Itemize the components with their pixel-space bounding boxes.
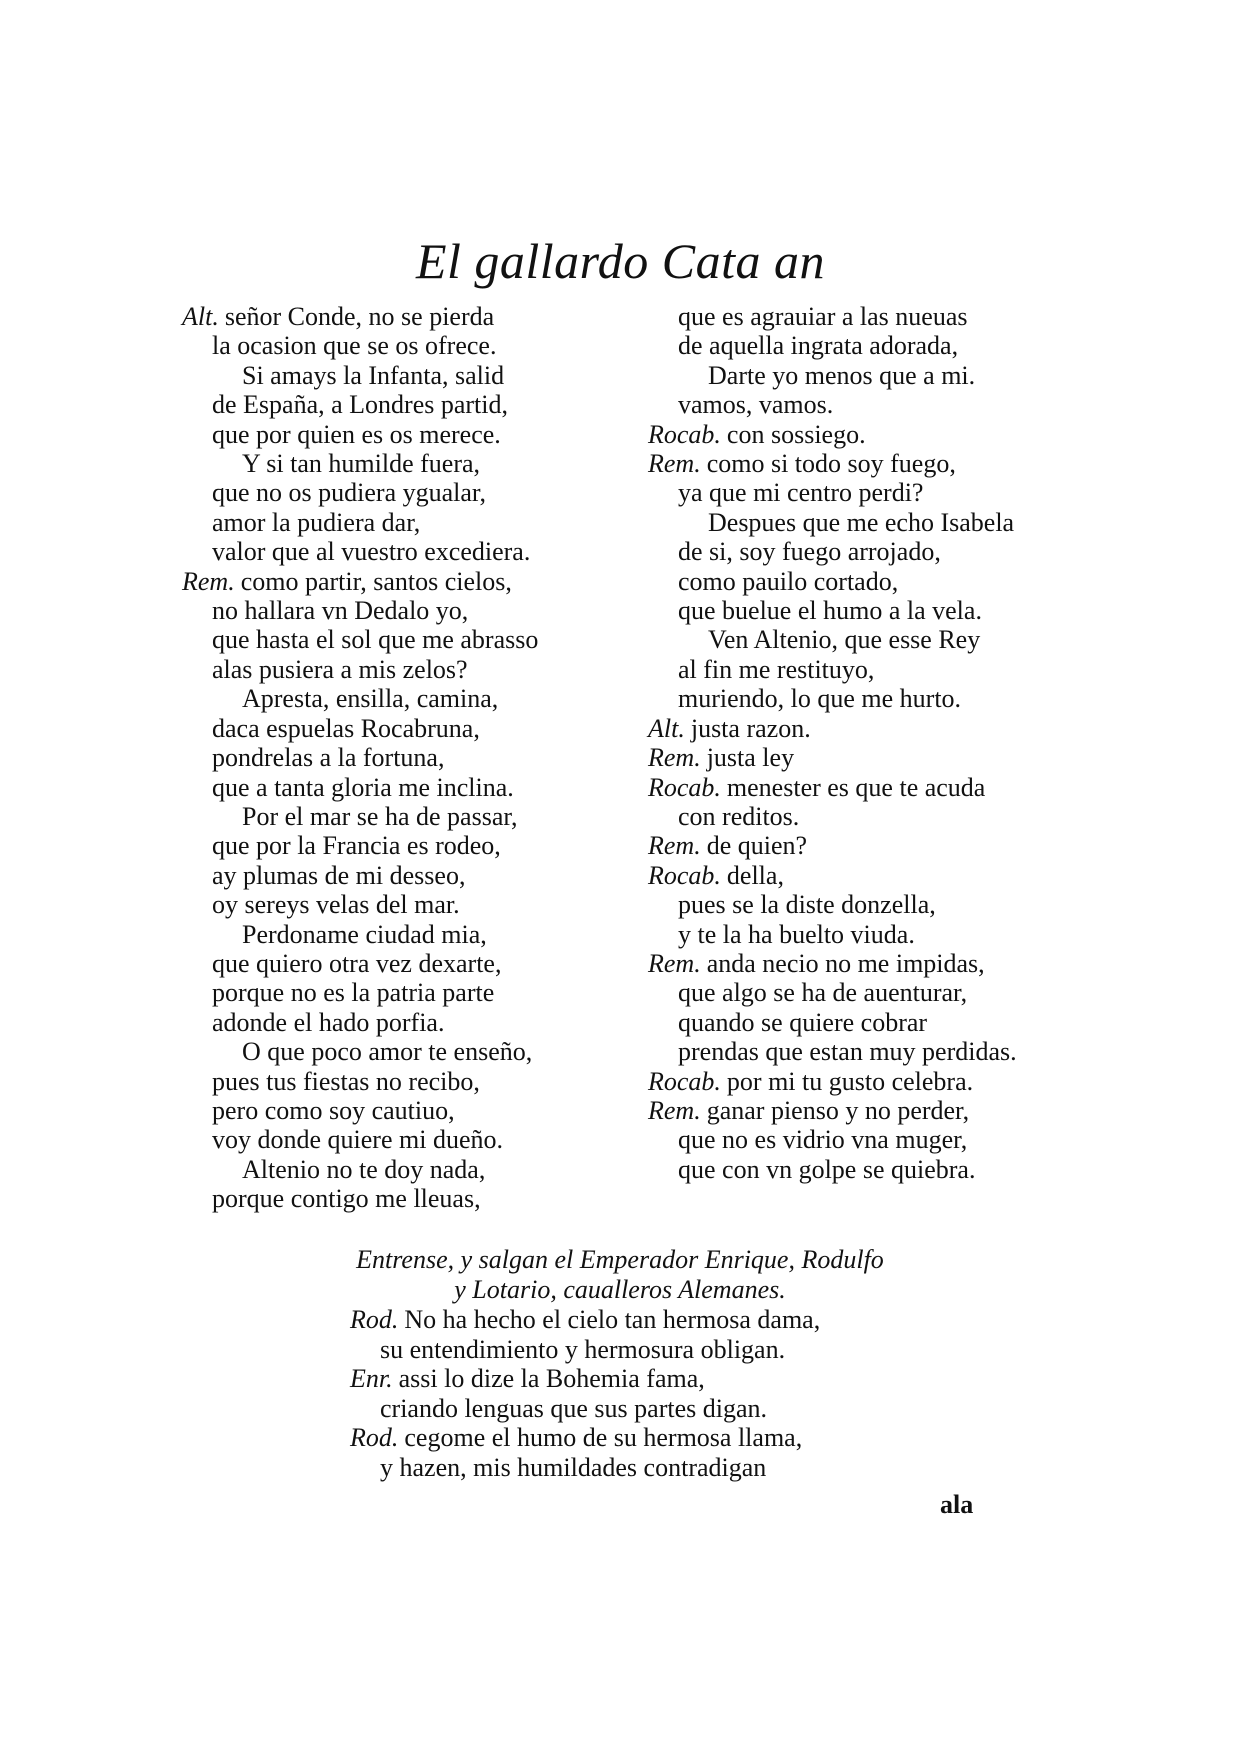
verse-line (182, 831, 602, 860)
verse-line (648, 302, 1078, 331)
verse-line (648, 1155, 1078, 1184)
verse-line (182, 1125, 602, 1154)
speaker-label: Rem. (182, 566, 235, 596)
verse-text: Perdoname ciudad mia, (242, 919, 487, 949)
verse-text: pondrelas a la fortuna, (212, 743, 445, 773)
catchword: ala (940, 1490, 974, 1519)
verse-text: como partir, santos cielos, (240, 566, 512, 596)
verse-line (350, 1364, 970, 1394)
verse-line (182, 1155, 602, 1184)
verse-text: que no os pudiera ygualar, (212, 478, 487, 508)
verse-text: señor Conde, no se pierda (224, 302, 495, 331)
verse-text: y hazen, mis humildades contradigan (380, 1452, 767, 1482)
speaker-label: Alt. (182, 302, 219, 331)
verse-line (648, 1008, 1078, 1037)
verse-line (182, 1096, 602, 1125)
verse-text: de si, soy fuego arrojado, (678, 537, 941, 567)
verse-line (182, 684, 602, 713)
verse-text: No ha hecho el cielo tan hermosa dama, (404, 1305, 821, 1334)
verse-text: al fin me restituyo, (678, 654, 875, 684)
verse-text: que con vn golpe se quiebra. (678, 1154, 976, 1184)
verse-text: Y si tan humilde fuera, (242, 449, 481, 479)
verse-text: y te la ha buelto viuda. (678, 919, 915, 949)
speaker-label: Rocab. (648, 860, 721, 890)
stage-direction-line: y Lotario, caualleros Alemanes. (454, 1275, 786, 1304)
verse-line (648, 978, 1078, 1007)
verse-text: como pauilo cortado, (678, 566, 899, 596)
verse-line (182, 420, 602, 449)
verse-line (182, 978, 602, 1007)
verse-line (182, 1067, 602, 1096)
verse-text: Por el mar se ha de passar, (242, 801, 518, 831)
verse-text: cegome el humo de su hermosa llama, (404, 1423, 803, 1452)
verse-text: adonde el hado porfia. (212, 1007, 445, 1037)
verse-line (648, 1125, 1078, 1154)
verse-line (182, 331, 602, 360)
verse-line (648, 714, 1078, 743)
verse-text: O que poco amor te enseño, (242, 1037, 533, 1067)
verse-text: anda necio no me impidas, (706, 948, 985, 978)
speaker-label: Enr. (350, 1364, 393, 1393)
verse-line (648, 1037, 1078, 1066)
verse-line (648, 537, 1078, 566)
speaker-label: Rem. (648, 743, 701, 773)
verse-line (648, 361, 1078, 390)
verse-text: que hasta el sol que me abrasso (212, 625, 539, 655)
right-column (648, 302, 1078, 1184)
verse-text: ganar pienso y no perder, (706, 1095, 970, 1125)
verse-text: que por quien es os merece. (212, 419, 501, 449)
verse-line (350, 1305, 970, 1335)
verse-text: ya que mi centro perdi? (678, 478, 924, 508)
verse-line (648, 1096, 1078, 1125)
verse-text: amor la pudiera dar, (212, 507, 421, 537)
speaker-label: Alt. (648, 713, 685, 743)
verse-text: que a tanta gloria me inclina. (212, 772, 514, 802)
verse-line (350, 1394, 970, 1424)
verse-line (648, 890, 1078, 919)
page-title: El gallardo Cata an (415, 233, 826, 289)
verse-line (182, 567, 602, 596)
verse-text: alas pusiera a mis zelos? (212, 654, 468, 684)
verse-line (182, 890, 602, 919)
verse-text: justa ley (706, 743, 795, 773)
stage-direction-line: Entrense, y salgan el Emperador Enrique, Rodulfo (356, 1245, 884, 1274)
verse-text: la ocasion que se os ofrece. (212, 331, 497, 361)
verse-text: criando lenguas que sus partes digan. (380, 1393, 768, 1423)
verse-line (648, 478, 1078, 507)
verse-line (182, 1008, 602, 1037)
verse-line (648, 861, 1078, 890)
verse-text: muriendo, lo que me hurto. (678, 684, 962, 714)
verse-text: valor que al vuestro excediera. (212, 537, 531, 567)
verse-line (182, 596, 602, 625)
verse-line (182, 1184, 602, 1213)
verse-text: quando se quiere cobrar (678, 1007, 928, 1037)
verse-line (648, 331, 1078, 360)
verse-text: que por la Francia es rodeo, (212, 831, 501, 861)
verse-line (648, 920, 1078, 949)
verse-line (182, 537, 602, 566)
verse-text: vamos, vamos. (678, 390, 834, 420)
verse-text: que algo se ha de auenturar, (678, 978, 968, 1008)
verse-line (648, 773, 1078, 802)
speaker-label: Rem. (648, 948, 701, 978)
verse-text: porque contigo me lleuas, (212, 1184, 481, 1214)
verse-line (648, 508, 1078, 537)
verse-text: que es agrauiar a las nueuas (678, 302, 968, 331)
speaker-label: Rod. (350, 1423, 399, 1452)
verse-text: como si todo soy fuego, (706, 449, 956, 479)
verse-text: no hallara vn Dedalo yo, (212, 596, 469, 626)
verse-text: Ven Altenio, que esse Rey (708, 625, 981, 655)
verse-line (648, 567, 1078, 596)
verse-line (648, 420, 1078, 449)
verse-line (182, 773, 602, 802)
verse-line (182, 449, 602, 478)
verse-text: Apresta, ensilla, camina, (242, 684, 499, 714)
verse-line (648, 655, 1078, 684)
verse-line (648, 390, 1078, 419)
verse-text: con reditos. (678, 801, 800, 831)
verse-text: su entendimiento y hermosura obligan. (380, 1334, 786, 1364)
verse-text: con sossiego. (726, 419, 866, 449)
verse-line (648, 1067, 1078, 1096)
verse-text: ay plumas de mi desseo, (212, 860, 466, 890)
speaker-label: Rem. (648, 449, 701, 479)
verse-line (648, 684, 1078, 713)
verse-text: Si amays la Infanta, salid (242, 360, 505, 390)
verse-line (182, 655, 602, 684)
speaker-label: Rocab. (648, 1066, 721, 1096)
verse-text: della, (726, 860, 784, 890)
verse-text: que buelue el humo a la vela. (678, 596, 982, 626)
verse-line (350, 1423, 970, 1453)
verse-line (182, 508, 602, 537)
stage-direction (300, 1245, 940, 1305)
verse-line (182, 743, 602, 772)
verse-text: menester es que te acuda (726, 772, 986, 802)
verse-text: assi lo dize la Bohemia fama, (398, 1364, 705, 1393)
verse-line (648, 625, 1078, 654)
verse-text: Altenio no te doy nada, (242, 1154, 486, 1184)
verse-line (182, 478, 602, 507)
verse-line (648, 802, 1078, 831)
verse-text: Darte yo menos que a mi. (708, 360, 976, 390)
verse-text: prendas que estan muy perdidas. (678, 1037, 1017, 1067)
verse-line (182, 802, 602, 831)
speaker-label: Rocab. (648, 419, 721, 449)
speaker-label: Rem. (648, 1095, 701, 1125)
verse-line (182, 625, 602, 654)
speaker-label: Rod. (350, 1305, 399, 1334)
verse-text: de quien? (706, 831, 808, 861)
verse-text: de España, a Londres partid, (212, 390, 509, 420)
verse-text: pero como soy cautiuo, (212, 1095, 455, 1125)
left-column (182, 302, 602, 1214)
verse-line (182, 949, 602, 978)
verse-line (182, 861, 602, 890)
verse-text: porque no es la patria parte (212, 978, 495, 1008)
verse-line (648, 949, 1078, 978)
verse-line (648, 743, 1078, 772)
verse-text: pues tus fiestas no recibo, (212, 1066, 480, 1096)
verse-text: pues se la diste donzella, (678, 890, 936, 920)
verse-text: Despues que me echo Isabela (708, 507, 1015, 537)
verse-line (648, 596, 1078, 625)
verse-line (648, 831, 1078, 860)
speaker-label: Rocab. (648, 772, 721, 802)
verse-line (182, 390, 602, 419)
verse-text: voy donde quiere mi dueño. (212, 1125, 503, 1155)
verse-line (182, 361, 602, 390)
verse-line (182, 1037, 602, 1066)
verse-line (182, 714, 602, 743)
dialogue-block (350, 1305, 970, 1482)
verse-text: justa razon. (690, 713, 811, 743)
verse-text: daca espuelas Rocabruna, (212, 713, 480, 743)
verse-text: oy sereys velas del mar. (212, 890, 460, 920)
verse-line (350, 1335, 970, 1365)
verse-line (350, 1453, 970, 1483)
verse-line (648, 449, 1078, 478)
verse-line (182, 302, 602, 331)
speaker-label: Rem. (648, 831, 701, 861)
verse-text: que no es vidrio vna muger, (678, 1125, 968, 1155)
verse-text: de aquella ingrata adorada, (678, 331, 959, 361)
verse-text: por mi tu gusto celebra. (726, 1066, 974, 1096)
verse-line (182, 920, 602, 949)
verse-text: que quiero otra vez dexarte, (212, 948, 502, 978)
